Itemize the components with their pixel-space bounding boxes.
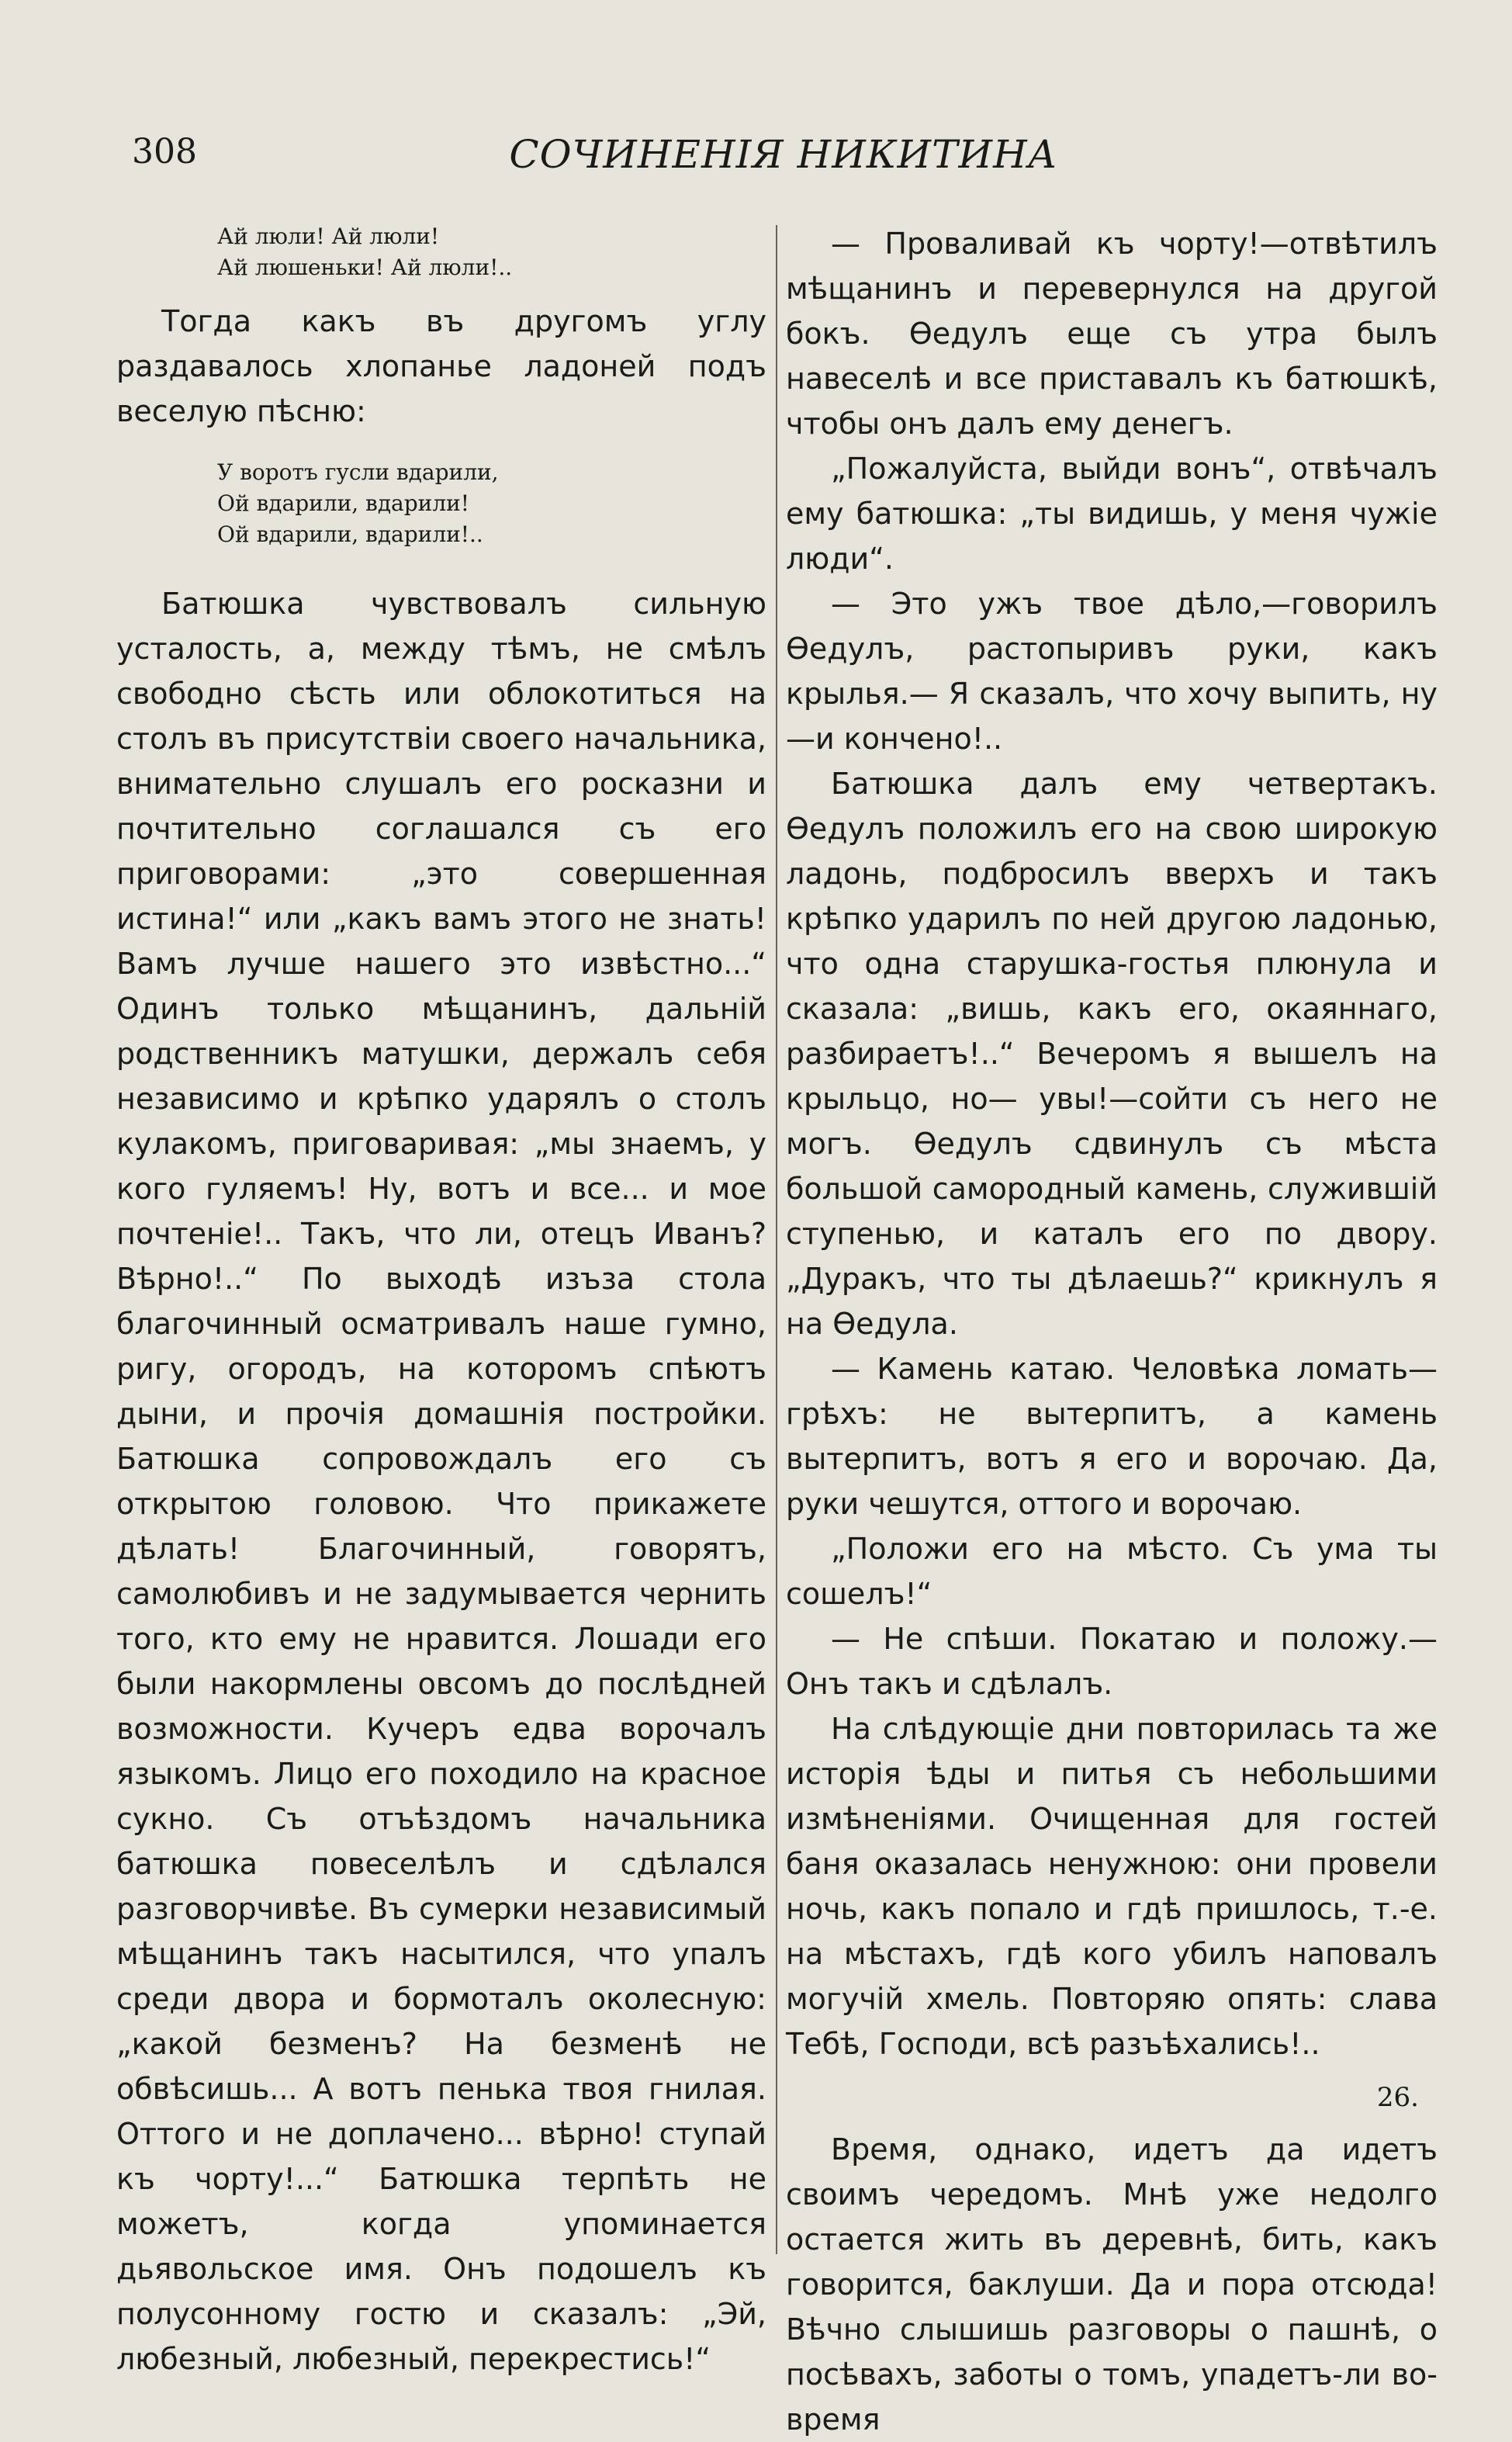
running-title: СОЧИНЕНІЯ НИКИТИНА <box>509 132 1058 177</box>
verse-line: У воротъ гусли вдарили, <box>217 459 499 485</box>
paragraph: „Положи его на мѣсто. Съ ума ты сошелъ!“ <box>786 1532 1438 1611</box>
paragraph: „Пожалуйста, выйди вонъ“, отвѣчалъ ему батюшка: „ты видишь, у меня чужіе люди“. <box>786 452 1438 576</box>
page-header <box>132 132 1435 194</box>
page-number: 308 <box>132 132 197 171</box>
paragraph: — Камень катаю. Человѣка ломать— грѣхъ: не вытерпитъ, а камень вытерпитъ, вотъ я его и ворочаю. Да, руки чешутся, оттого и ворочаю. <box>786 1352 1438 1521</box>
paragraph: Время, однако, идетъ да идетъ своимъ чередомъ. Мнѣ уже недолго остается жить въ деревнѣ, бить, какъ говорится, баклуши. Да и пора отсюда! Вѣчно слышишь разговоры о пашнѣ, о посѣвахъ, заботы о томъ, упадетъ-ли во-время <box>786 2132 1438 2437</box>
verse-gusli <box>217 457 766 550</box>
paragraph: Батюшка чувствовалъ сильную усталость, а, между тѣмъ, не смѣлъ свободно сѣсть или облокотиться на столъ въ присутствіи своего начальника, внимательно слушалъ его росказни и почтительно соглашался съ его приговорами: „это совершенная истина!“ или „какъ вамъ этого не знать! Вамъ лучше нашего это извѣстно...“ Одинъ только мѣщанинъ, дальній родственникъ матушки, держалъ себя независимо и крѣпко ударялъ о столъ кулакомъ, приговаривая: „мы знаемъ, у кого гуляемъ! Ну, вотъ и все... и мое почтеніе!.. Такъ, что ли, отецъ Иванъ? Вѣрно!..“ По выходѣ изъза стола благочинный осматривалъ наше гумно, ригу, огородъ, на которомъ спѣютъ дыни, и прочія домашнія постройки. Батюшка сопровождалъ его съ открытою головою. Что прикажете дѣлать! Благочинный, говорятъ, самолюбивъ и не задумывается чернить того, кто ему не нравится. Лошади его были накормлены овсомъ до послѣдней возможности. Кучеръ едва ворочалъ языкомъ. Лицо его походило на красное сукно. Съ отъѣздомъ начальника батюшка повеселѣлъ и сдѣлался разговорчивѣе. Въ сумерки независимый мѣщанинъ такъ насытился, что упалъ среди двора и бормоталъ околесную: „какой безменъ? На безменѣ не обвѣсишь... А вотъ пенька твоя гнилая. Оттого и не доплачено... вѣрно! ступай къ чорту!...“ Батюшка терпѣть не можетъ, когда упоминается дьявольское имя. Онъ подошелъ къ полусонному гостю и сказалъ: „Эй, любезный, любезный, перекрестись!“ <box>116 587 766 2376</box>
column-divider <box>776 225 777 2254</box>
verse-lullaby <box>217 221 766 283</box>
right-column <box>786 221 1438 2442</box>
paragraph: — Проваливай къ чорту!—отвѣтилъ мѣщанинъ и перевернулся на другой бокъ. Өедулъ еще съ утра былъ навеселѣ и все приставалъ къ батюшкѣ, чтобы онъ далъ ему денегъ. <box>786 227 1438 441</box>
paragraph: На слѣдующіе дни повторилась та же исторія ѣды и питья съ небольшими измѣненіями. Очищенная для гостей баня оказалась ненужною: они провели ночь, какъ попало и гдѣ пришлось, т.-е. на мѣстахъ, гдѣ кого убилъ наповалъ могучій хмель. Повторяю опять: слава Тебѣ, Господи, всѣ разъѣхались!.. <box>786 1712 1438 2061</box>
verse-line: Ой вдарили, вдарили!.. <box>217 521 483 547</box>
paragraph: — Не спѣши. Покатаю и положу.— Онъ такъ и сдѣлалъ. <box>786 1622 1438 1701</box>
verse-line: Ай люшеньки! Ай люли!.. <box>217 255 513 280</box>
section-number: 26. <box>1376 2082 1419 2113</box>
paragraph: Батюшка далъ ему четвертакъ. Өедулъ положилъ его на свою широкую ладонь, подбросилъ вверхъ и такъ крѣпко ударилъ по ней другою ладонью, что одна старушка-гостья плюнула и сказала: „вишь, какъ его, окаяннаго, разбираетъ!..“ Вечеромъ я вышелъ на крыльцо, но— увы!—сойти съ него не могъ. Өедулъ сдвинулъ съ мѣста большой самородный камень, служившій ступенью, и каталъ его по двору. „Дуракъ, что ты дѣлаешь?“ крикнулъ я на Өедула. <box>786 767 1438 1341</box>
paragraph: Тогда какъ въ другомъ углу раздавалось хлопанье ладоней подъ веселую пѣсню: <box>116 304 766 428</box>
verse-line: Ай люли! Ай люли! <box>217 223 440 249</box>
paragraph: — Это ужъ твое дѣло,—говорилъ Өедулъ, растопыривъ руки, какъ крылья.— Я сказалъ, что хочу выпить, ну—и кончено!.. <box>786 587 1438 756</box>
left-column <box>116 221 766 2381</box>
verse-line: Ой вдарили, вдарили! <box>217 490 470 516</box>
